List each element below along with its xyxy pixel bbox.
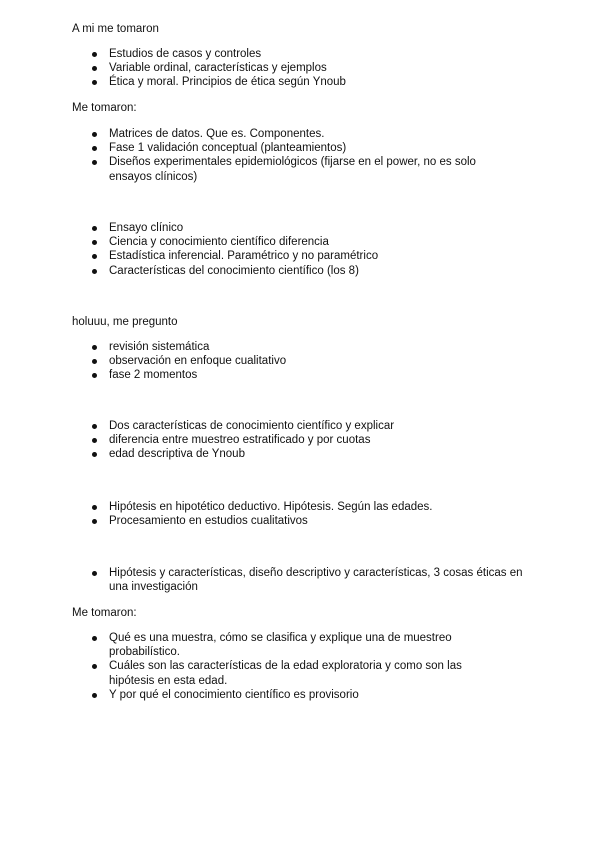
bullet-icon — [92, 66, 97, 71]
bullet-list — [92, 340, 542, 383]
bullet-list — [92, 631, 472, 702]
list-item: Fase 1 validación conceptual (planteamientos) — [92, 141, 512, 155]
bullet-icon — [92, 254, 97, 259]
list-item: Variable ordinal, características y ejemplos — [92, 61, 542, 75]
list-item: Hipótesis y características, diseño descriptivo y características, 3 cosas éticas en una investigación — [92, 566, 532, 594]
bullet-list — [92, 500, 542, 528]
section-heading: A mi me tomaron — [72, 23, 159, 35]
section-heading: Me tomaron: — [72, 102, 137, 114]
section-heading: Me tomaron: — [72, 607, 137, 619]
list-item: observación en enfoque cualitativo — [92, 354, 542, 368]
bullet-icon — [92, 359, 97, 364]
bullet-icon — [92, 132, 97, 137]
list-item: revisión sistemática — [92, 340, 542, 354]
list-item: Procesamiento en estudios cualitativos — [92, 514, 542, 528]
bullet-icon — [92, 693, 97, 698]
bullet-icon — [92, 664, 97, 669]
list-item: Hipótesis en hipotético deductivo. Hipótesis. Según las edades. — [92, 500, 542, 514]
bullet-icon — [92, 505, 97, 510]
bullet-icon — [92, 269, 97, 274]
list-item: Y por qué el conocimiento científico es provisorio — [92, 688, 472, 702]
list-item: Estadística inferencial. Paramétrico y no paramétrico — [92, 249, 542, 263]
bullet-icon — [92, 452, 97, 457]
section-heading: holuuu, me pregunto — [72, 316, 178, 328]
list-item: Características del conocimiento científico (los 8) — [92, 264, 542, 278]
list-item: Ensayo clínico — [92, 221, 542, 235]
bullet-icon — [92, 571, 97, 576]
list-item: Estudios de casos y controles — [92, 47, 542, 61]
list-item: Cuáles son las características de la edad exploratoria y como son las hipótesis en esta edad. — [92, 659, 472, 687]
list-item: Diseños experimentales epidemiológicos (fijarse en el power, no es solo ensayos clínicos) — [92, 155, 512, 183]
list-item: Qué es una muestra, cómo se clasifica y explique una de muestreo probabilístico. — [92, 631, 472, 659]
list-item: diferencia entre muestreo estratificado y por cuotas — [92, 433, 542, 447]
bullet-icon — [92, 226, 97, 231]
bullet-icon — [92, 52, 97, 57]
bullet-list — [92, 566, 532, 594]
list-item: Dos características de conocimiento científico y explicar — [92, 419, 542, 433]
bullet-list — [92, 419, 542, 462]
bullet-icon — [92, 240, 97, 245]
bullet-icon — [92, 438, 97, 443]
list-item: Matrices de datos. Que es. Componentes. — [92, 127, 512, 141]
bullet-icon — [92, 146, 97, 151]
bullet-icon — [92, 160, 97, 165]
bullet-icon — [92, 519, 97, 524]
list-item: edad descriptiva de Ynoub — [92, 447, 542, 461]
bullet-icon — [92, 80, 97, 85]
bullet-icon — [92, 636, 97, 641]
bullet-list — [92, 221, 542, 278]
bullet-icon — [92, 424, 97, 429]
bullet-icon — [92, 345, 97, 350]
list-item: Ética y moral. Principios de ética según Ynoub — [92, 75, 542, 89]
bullet-list — [92, 47, 542, 90]
list-item: Ciencia y conocimiento científico diferencia — [92, 235, 542, 249]
list-item: fase 2 momentos — [92, 368, 542, 382]
bullet-list — [92, 127, 512, 184]
bullet-icon — [92, 373, 97, 378]
